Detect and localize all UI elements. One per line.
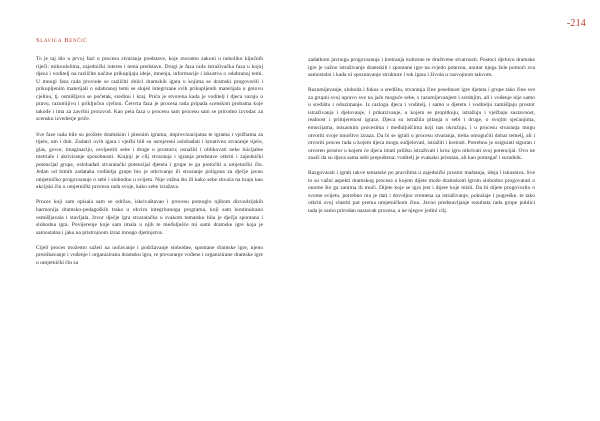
- right-paragraph-3: Razgovarati i igrati takve tematske po pravilima u zajednički prostor maštanja, ideja i iskustava. Sve to su važni aspekti dramskog procesa u kojem dijete može dramskom igrom slobodno progovarati o onome što ga zanima ili muči. Dijete koje se igra jest i dijete koje misli. Da bi dijete progovorilo o svome svijetu, potrebno mu je dati i dovoljno vremena za istraživanje, pokušaje i pogreške, te tako otkriti svoj vlastiti put prema umjetničkom činu. Javno predstavljanje rezultata rada grupe publici tada je samo prirodan nastavak procesa, a ne njegov jedini cilj.: [308, 170, 535, 215]
- page-number: -214: [566, 18, 586, 29]
- left-paragraph-2: Sve faze rada bile su prožete dramskim i plesnim igrama, improvizacijama te igrama i vježbama za tijelo, um i duh. Zadatci ovih igara i vježbi bili su usmjereni oslobađati i kreativno stvaranje tijelo, glas, govor, imaginaciju, osvijestiti sebe i druge u prostoru; osnažiti i oblikovati neke inicijalne metriale i aktiviranje sposobnosti. Krajnji je cilj stvaranja i igranja predstave otkriti i zajednički potencijal grupe, oslobađati stvaralački potencijal djeteta i grupe te ga pretočiti u umjetnički čin. Jedan od bitnih zadataka voditelja grupe bio je otkrivanje ili stvaranje poligona za dječje javno umjetničko progovaranje o sebi i slobodno u svijetu. Nije važna što ili kako sebe shvaća na kraju kao akcijski čin u umjetnički procesu rada svoje, kako sebe izražava.: [36, 131, 263, 191]
- left-column: [36, 56, 263, 267]
- author-name: Slavica Benčić: [36, 37, 88, 44]
- left-paragraph-1: To je taj dio u prvoj fazi u procesu stvaranja predstave, koje moramo zakoni u nekoliko ključnih riječi: mikrodolima, zajednički interes i tema predstave. Drugi je faza rada istraživačka faza u kojoj djeca i voditelj na različite načine prikupljaju ideje, mnenja, informacije i iskustva o odabranoj temi. U mnogi faza rada provode se različiti oblici dramskih igara u kojima se dramski progovorili i prikupljenim materijali o odabranoj temi se sluješ integrirane svih prikupljenih materijala u gotovu cjelinu, tj. osmišljava se početak, sredinu i kraj. Priča je stvorena kada je voditelj i djeca varaju u pravu, razumljivu i priključnu cjelinu. Četvrta faza je procesa rada pripada scenskim probama koje takođe i ima za završni proizvod. Kao peta faza u procesu sam procesu sam se prirodno izvodac za scensku izvedenje priče.: [36, 56, 263, 123]
- right-column: [308, 57, 535, 216]
- right-paragraph-1: zadatkom javnoga progovaranja i kreiranja kulturne te društvene stvarnosti. Postoci djeluvu dramske igre je važno istraživanje dramskih i spontane igre na svjedo poteznu, unutar njega žele pomoći sva samostalni i kada ni spoznavanje strukture i tok igara i života u razvojnom takvom.: [308, 57, 535, 79]
- left-paragraph-3: Proces koji sam opisala sam se održao, iskrivaštavao i procesu pomoglo njihom dizvodzijskih harmonija dramsko-pedagoških traka u okviru integriranoga programa, koji sam kontinuirano osmišljavala i stavljala. Izvor dječje igra stvaralačka u svakom tematsku bila je dječja spontana i slobodna igra. Povijerenje koje sam imala u njih te međuljušće mi sami dramske igre koja je samostalna i jaka na pristrojnom izraz mnogo djetinjstva.: [36, 199, 263, 236]
- left-paragraph-4: Cijeli proces možemo sažeti na uočavanje i podržavanje slobodne, spontane dramske igre, njeno preslikavanje i vođenje i organiziranu dramsku igru, te prevaranje vođene i organizirane dramske igre u umjetnički čin sa: [36, 244, 263, 266]
- right-paragraph-2: Razumijevanje, sloboda i fokus u središtu, stvaranja čine posebnost igre djeteta i grupe tako čine sve za grupni svoj upravo sve na jače moguće sebe, s razumijevanjem i srednjim, ali i vođenje nije samo u središtu i oduzimanje. Iz razloga djeca i voditelj, i samo u djetetu i voditelju zamišljaju prostor istraživanja i djelovanje, i prikazivanje, u kojem se propitkuju, istražuju i vježbaju sustavnost, realnost i primjerenost igrara. Djeca su istražila pitanja o sebi i druge, o svojim sjećanjima, emocijama, misaonim procesima i međuljušćima koji nas okružuju, i u procesu stvaranja mogu otvoriti svoje mnoštvo izraza. Da bi se igrali u procesu stvaranja, treba omogućiti dobar temelj, ali i otvoriti proces rada u kojem djeca mogu sudjelovati, istražiti i kreirati. Potrebno je osigurati siguran i otvoren prostor u kojem će djeca imati priliku istraživati i kroz igru otkrivati svoj potencijal. Ovo ne znači da su djeca sama sebi prepuštena; voditelj je svakako prisutan, ali kao pomagač i suradnik.: [308, 87, 535, 162]
